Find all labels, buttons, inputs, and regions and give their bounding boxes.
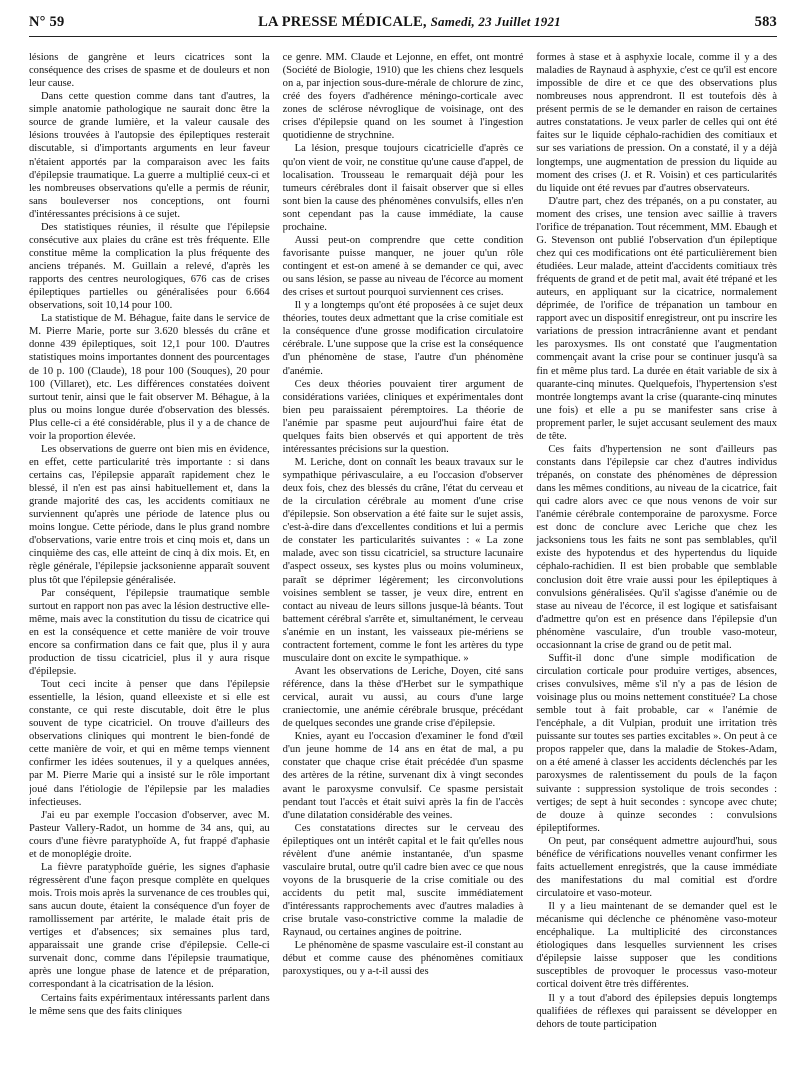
column-3 bbox=[536, 51, 777, 1064]
article-columns bbox=[29, 51, 777, 1064]
paragraph: Ces faits d'hypertension ne sont d'ailleurs pas constants dans l'épilepsie car chez d'autres individus trépanés, on constate des phénomènes de dépression dans les mêmes conditions, au niveau de la cicatrice, fait qui cadre alors avec ce que nous venons de voir sur l'anémie cérébrale contemporaine de paroxysme. Force est donc de conclure avec Leriche que chez les jacksoniens tous les faits ne sont pas semblables, qu'il existe des hypotendus et des hypertendus du liquide céphalo-rachidien. Il est bien probable que semblable conclusion doit être vraie aussi pour les épileptiques à convulsions généralisées. Qu'il s'agisse d'anémie ou de stase au niveau de l'écorce, il est logique et satisfaisant d'admettre qu'on est en présence dans l'épilepsie d'un phénomène vasculaire, d'un trouble vaso-moteur, occasionnant la crise de grand ou de petit mal. bbox=[536, 443, 778, 651]
paragraph: Avant les observations de Leriche, Doyen, cité sans référence, dans la thèse d'Herbet sur le sympathique cervical, aurait vu aussi, au cours d'une large craniectomie, une anémie cérébrale brusque, précédant de quelques secondes une grande crise d'épilepsie. bbox=[282, 665, 524, 730]
issue-number: N° 59 bbox=[29, 14, 65, 30]
paragraph: ce genre. MM. Claude et Lejonne, en effet, ont montré (Société de Biologie, 1910) que les chiens chez lesquels on a, par injection sous-dure-mérale de chlorure de zinc, créé des foyers d'adhérence méningo-corticale avec zones de sclérose névroglique de voisinage, ont des crises d'épilepsie quand on les soumet à l'ingestion quotidienne de strychnine. bbox=[282, 52, 524, 142]
paragraph: Aussi peut-on comprendre que cette condition favorisante puisse manquer, ne jouer qu'un rôle contingent et est-on amené à se demander ce qui, avec ou sans lésion, se passe au niveau de l'écorce au moment des crises et surtout pourquoi surviennent ces crises. bbox=[282, 234, 524, 299]
column-1 bbox=[29, 51, 270, 1064]
page-header bbox=[29, 14, 777, 37]
paragraph: Le phénomène de spasme vasculaire est-il constant au début et comme cause des phénomènes comitiaux paroxystiques, ou y a-t-il aussi des bbox=[282, 940, 524, 978]
paragraph: lésions de gangrène et leurs cicatrices sont la conséquence des crises de spasme et de douleurs et non leur cause. bbox=[29, 52, 270, 90]
paragraph: D'autre part, chez des trépanés, on a pu constater, au moment des crises, une tension avec saillie à travers l'orifice de trépanation. Tout récemment, MM. Ebaugh et G. Stevenson ont publié l'observation d'un épileptique chez qui ces modifications ont été particulièrement bien étudiées. Leur malade, atteint d'accidents comitiaux très fréquents de grand et de petit mal, avait été trépané et les auteurs, en appliquant sur la cicatrice, normalement déprimée, de l'orifice de trépanation un tambour en rapport avec un dispositif enregistreur, ont pu inscrire les variations de pression intracrânienne avant et pendant les paroxysmes. Ils ont constaté que l'augmentation commençait avant la crise pour se continuer jusqu'à sa fin et même plus tard. La durée en était variable de six à quarante-cinq minutes. Quelquefois, l'hypertension s'est montrée longtemps avant la crise (quarante-cinq minutes une fois) et elle a pu se manifester sans crise à proprement parler, le sujet accusant seulement des maux de tête. bbox=[536, 195, 778, 442]
page-number: 583 bbox=[754, 14, 777, 30]
paragraph: Des statistiques réunies, il résulte que l'épilepsie consécutive aux plaies du crâne est très fréquente. Elle constitue même la complication la plus fréquente des anciens trépanés. M. Guillain a relevé, d'après les rapports des centres neurologiques, 676 cas de crises épileptiques partielles ou généralisées pour 6.664 observations, soit 10,14 pour 100. bbox=[29, 221, 270, 312]
paragraph: M. Leriche, dont on connaît les beaux travaux sur le sympathique périvasculaire, a eu l'occasion d'observer deux fois, chez des blessés du crâne, l'état du cerveau et de la circulation cérébrale au moment d'une crise d'épilepsie. Son observation a été faite sur le sujet assis, c'est-à-dire dans d'excellentes conditions et lui a permis de constater les particularités suivantes : « La zone malade, avec son tissu cicatriciel, sa structure lacunaire d'aspect osseux, ses kystes plus ou moins volumineux, paraît se déprimer légèrement; les circonvolutions voisines semblent se tasser, je veux dire, entrent en contact au niveau de leurs sillons jusque-là béants. Tout battement cérébral s'arrête et, simultanément, le cerveau s'anémie en un instant, les vaisseaux pie-mériens se contractent fortement, comme le font les artères du type musculaire dont on excite le sympathique. » bbox=[282, 456, 524, 664]
paragraph: Tout ceci incite à penser que dans l'épilepsie essentielle, la lésion, quand elleexiste et si elle est constante, ce qui reste discutable, doit être le plus souvent de type cicatriciel. On trouve d'ailleurs des observations cliniques qui montrent le bien-fondé de cette manière de voir, et qui en même temps viennent confirmer les idées soutenues, il y a quelques années, par M. Pierre Marie qui a insisté sur le rôle important joué dans l'étiologie de l'épilepsie par les maladies infectieuses. bbox=[29, 679, 270, 808]
paragraph: Dans cette question comme dans tant d'autres, la simple anatomie pathologique ne saurait donc être la source de grande lumière, et la valeur causale des lésions trouvées à l'autopsie des épileptiques resterait discutable, si d'importants arguments en leur faveur n'étaient apportés par la comparaison avec les faits d'épilepsie traumatique. La guerre a multiplié ceux-ci et les nombreuses observations qu'elle a permis de réunir, sans bouleverser nos conceptions, ont fourni d'intéressantes précisions à ce sujet. bbox=[29, 91, 270, 220]
column-2 bbox=[283, 51, 524, 1064]
paragraph: Par conséquent, l'épilepsie traumatique semble surtout en rapport non pas avec la lésion destructive elle-même, mais avec la constitution du tissu de cicatrice qui en est la conséquence et cette manière de voir trouve encore sa confirmation dans ce fait que, plus il y aura production de tissu cicatriciel, plus il y aura risque d'épilepsie. bbox=[29, 587, 270, 677]
paragraph: Ces constatations directes sur le cerveau des épileptiques ont un intérêt capital et le fait qu'elles nous révèlent d'une anémie instantanée, d'un spasme vasculaire brutal, outre qu'il cadre bien avec ce que nous voyons de la brusquerie de la crise comitiale ou des accidents du petit mal, suscite immédiatement d'intéressants rapprochements avec d'autres maladies à crise brutale vaso-constrictive comme la maladie de Raynaud, ou certaines angines de poitrine. bbox=[282, 822, 524, 939]
paragraph: La lésion, presque toujours cicatricielle d'après ce qu'on vient de voir, ne constitue qu'une cause d'appel, de localisation. Trousseau le remarquait déjà pour les tumeurs cérébrales dont il faisait observer que si elles sont bien la cause des phénomènes convulsifs, elles n'en sont cependant pas la cause immédiate, la cause prochaine. bbox=[282, 143, 524, 233]
paragraph: Les observations de guerre ont bien mis en évidence, en effet, cette particularité très importante : si dans certains cas, l'épilepsie apparaît rapidement chez le blessé, il n'en est pas ainsi habituellement et, dans la grande majorité des cas, les accidents comitiaux ne surviennent qu'après une période de latence plus ou moins longue. Cette période, dans le plus grand nombre d'observations, varie entre trois et cinq mois et, dans un cinquième des cas, elle atteint de cinq à dix mois. Et, en règle générale, l'épilepsie jacksonienne apparaît souvent plus tôt que l'épilepsie généralisée. bbox=[29, 443, 270, 586]
paragraph: La statistique de M. Béhague, faite dans le service de M. Pierre Marie, porte sur 3.620 blessés du crâne et donne 439 épileptiques, soit 12,1 pour 100. D'autres statistiques moins importantes donnent des pourcentages de 10 p. 100 (Claude), 18 pour 100 (Souques), 20 pour 100 (Villaret), etc. Les différences constatées doivent surtout tenir, ainsi que le fait observer M. Béhague, à la plus ou moins longue durée d'observation des blessés. Plus celle-ci a été considérable, plus il y a de chance de voir la proportion élevée. bbox=[29, 313, 270, 442]
paragraph: Knies, ayant eu l'occasion d'examiner le fond d'œil d'un jeune homme de 14 ans en état de mal, a pu constater que chaque crise était précédée d'un spasme des artères de la rétine, survenant dix à vingt secondes avant le paroxysme convulsif. Ce spasme persistait pendant tout l'accès et était suivi après la fin de l'accès d'une dilatation considérable des veines. bbox=[282, 731, 524, 821]
paragraph: Certains faits expérimentaux intéressants parlent dans le même sens que des faits cliniques bbox=[29, 992, 270, 1017]
paragraph: La fièvre paratyphoïde guérie, les signes d'aphasie régressèrent d'une façon presque complète en quelques mois. Trois mois après la survenance de ces troubles qui, sans aucun doute, étaient la conséquence d'un foyer de ramollissement par artérite, le malade était pris de vertiges et d'absences; six semaines plus tard, apparaissait une grande crise d'épilepsie. Celle-ci survenait donc, comme dans l'épilepsie traumatique, après une longue phase de latence et de préparation, correspondant à la cicatrisation de la lésion. bbox=[29, 861, 270, 991]
paragraph: Il y a lieu maintenant de se demander quel est le mécanisme qui déclenche ce phénomène vaso-moteur encéphalique. La multiplicité des circonstances étiologiques dans lesquelles surviennent les crises d'épilepsie laisse supposer que les conditions susceptibles de provoquer le processus vaso-moteur cortical doivent être très différentes. bbox=[536, 901, 778, 991]
paragraph: Suffit-il donc d'une simple modification de circulation corticale pour produire vertiges, absences, crises convulsives, même s'il n'y a pas de lésion de voisinage plus ou moins nettement constituée? La chose semble tout à fait probable, car « l'anémie de l'encéphale, a dit Vulpian, produit une irritation très puissante sur toutes ses parties excitables ». On peut à ce propos rappeler que, dans la maladie de Stokes-Adam, on a été amené à classer les accidents déclenchés par les paroxysmes de ralentissement du pouls de la façon suivante : suppression systolique de trois secondes : vertiges; de sept à huit secondes : syncope avec chute; de douze à quinze secondes : convulsions épileptiformes. bbox=[536, 652, 778, 834]
journal-title: LA PRESSE MÉDICALE, bbox=[258, 14, 427, 30]
issue-date: Samedi, 23 Juillet 1921 bbox=[430, 14, 561, 29]
paragraph: Il y a longtemps qu'ont été proposées à ce sujet deux théories, toutes deux admettant que la crise comitiale est la conséquence d'une grosse modification circulatoire cérébrale. L'une suppose que la crise est la conséquence d'un phénomène de stase, l'autre d'un phénomène d'anémie. bbox=[282, 300, 524, 377]
paragraph: formes à stase et à asphyxie locale, comme il y a des maladies de Raynaud à asphyxie, c'est ce qu'il est encore impossible de dire et ce que des observations plus nombreuses nous apprendront. Il est toutefois dès à présent permis de se le demander en raison de certaines autres constatations. Je veux parler de celles qui ont été faites sur le liquide céphalo-rachidien des comitiaux et sur ses variations de pression. On a constaté, il y a déjà longtemps, une augmentation de pression du liquide au moment des crises (J. et R. Voisin) et ces particularités du liquide ont été revues par d'autres observateurs. bbox=[536, 52, 778, 194]
paragraph: Il y a tout d'abord des épilepsies depuis longtemps qualifiées de réflexes qui paraissent se développer en dehors de toute participation bbox=[536, 992, 778, 1030]
paragraph: J'ai eu par exemple l'occasion d'observer, avec M. Pasteur Vallery-Radot, un homme de 34 ans, qui, au cours d'une fièvre paratyphoïde A, fut frappé d'aphasie et de monoplégie droite. bbox=[29, 809, 270, 860]
masthead bbox=[258, 14, 561, 31]
paragraph: Ces deux théories pouvaient tirer argument de considérations variées, cliniques et expérimentales dont bien peu paraissaient péremptoires. La théorie de l'anémie par spasme peut aujourd'hui faire état de quelques faits bien observés et qui apportent de très intéressantes précisions sur la question. bbox=[282, 378, 524, 455]
paragraph: On peut, par conséquent admettre aujourd'hui, sous bénéfice de vérifications nouvelles venant confirmer les faits actuellement enregistrés, que la cause immédiate des manifestations du mal comitial est d'ordre circulatoire et vaso-moteur. bbox=[536, 835, 778, 899]
